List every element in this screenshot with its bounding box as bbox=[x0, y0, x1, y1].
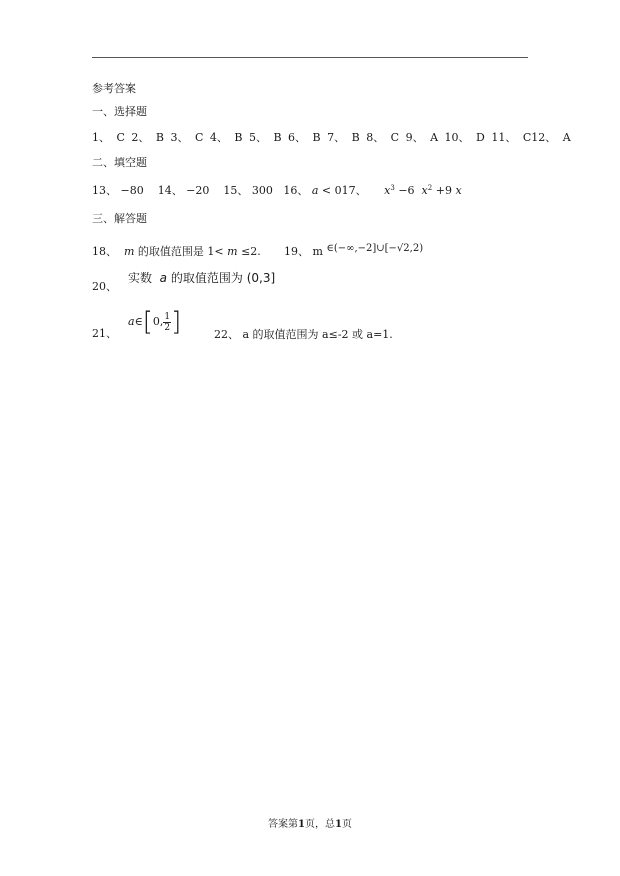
q21-frac-den: 2 bbox=[164, 322, 171, 333]
q19-number: 19、 m bbox=[284, 245, 323, 258]
q18-m: m bbox=[124, 245, 135, 258]
exp-3: 3 bbox=[390, 184, 395, 192]
q18-text1: 的取值范围是 1< bbox=[134, 245, 228, 258]
footer-total: 1 bbox=[335, 819, 342, 830]
footer-pre: 答案第 bbox=[268, 819, 299, 830]
section-heading-fill: 二、填空题 bbox=[92, 156, 147, 169]
q18-m2: m bbox=[227, 245, 238, 258]
q21-left-bracket: [ bbox=[142, 307, 153, 337]
q19-set: ∈(−∞,−2]∪[−√2,2) bbox=[326, 243, 424, 254]
poly-x3: x bbox=[455, 184, 462, 197]
q21-in: ∈ bbox=[134, 315, 143, 328]
section-heading-solve: 三、解答题 bbox=[92, 212, 147, 225]
section-heading-choice: 一、选择题 bbox=[92, 105, 147, 118]
choice-answers: 1、 C 2、 B 3、 C 4、 B 5、 B 6、 B 7、 B 8、 C 9、 A 10、 D 11、 C12、 A bbox=[92, 131, 571, 144]
fill-answers bbox=[92, 184, 462, 199]
q20-a: a bbox=[159, 271, 168, 285]
q21-a: a bbox=[128, 315, 135, 328]
q21-number: 21、 bbox=[92, 327, 117, 340]
q21-fraction bbox=[163, 312, 171, 333]
q21-frac-num: 1 bbox=[164, 311, 171, 322]
answer-19 bbox=[284, 245, 423, 260]
footer-mid: 页，总 bbox=[305, 819, 335, 830]
q21-right-bracket: ] bbox=[171, 307, 182, 337]
var-a: a bbox=[311, 184, 319, 197]
q18-text2: ≤2. bbox=[237, 245, 261, 258]
q18-number: 18、 bbox=[92, 245, 117, 258]
q20-interval: (0,3] bbox=[246, 271, 276, 285]
answer-22: 22、 a 的取值范围为 a≤-2 或 a=1. bbox=[214, 328, 393, 341]
fill-answers-13-16: 13、 −80 14、 −20 15、 300 16、 bbox=[92, 184, 309, 197]
page-title: 参考答案 bbox=[92, 82, 136, 95]
q21-zero: 0, bbox=[152, 315, 164, 328]
footer-page: 1 bbox=[298, 819, 305, 830]
plus-9: +9 bbox=[432, 184, 456, 197]
q20-number: 20、 bbox=[92, 280, 117, 293]
exp-2: 2 bbox=[427, 184, 433, 192]
q20-text2: 的取值范围为 bbox=[170, 271, 243, 285]
footer-post: 页 bbox=[341, 819, 352, 830]
answer-21 bbox=[128, 307, 181, 337]
poly-x1: x bbox=[384, 184, 391, 197]
page-footer bbox=[0, 815, 620, 830]
lt-017: < 017、 bbox=[318, 184, 367, 197]
answer-18 bbox=[92, 245, 261, 259]
header-rule bbox=[92, 57, 528, 58]
q20-text1: 实数 bbox=[128, 271, 153, 285]
answer-20 bbox=[128, 271, 275, 285]
poly-x2: x bbox=[421, 184, 428, 197]
minus-6: −6 bbox=[394, 184, 422, 197]
